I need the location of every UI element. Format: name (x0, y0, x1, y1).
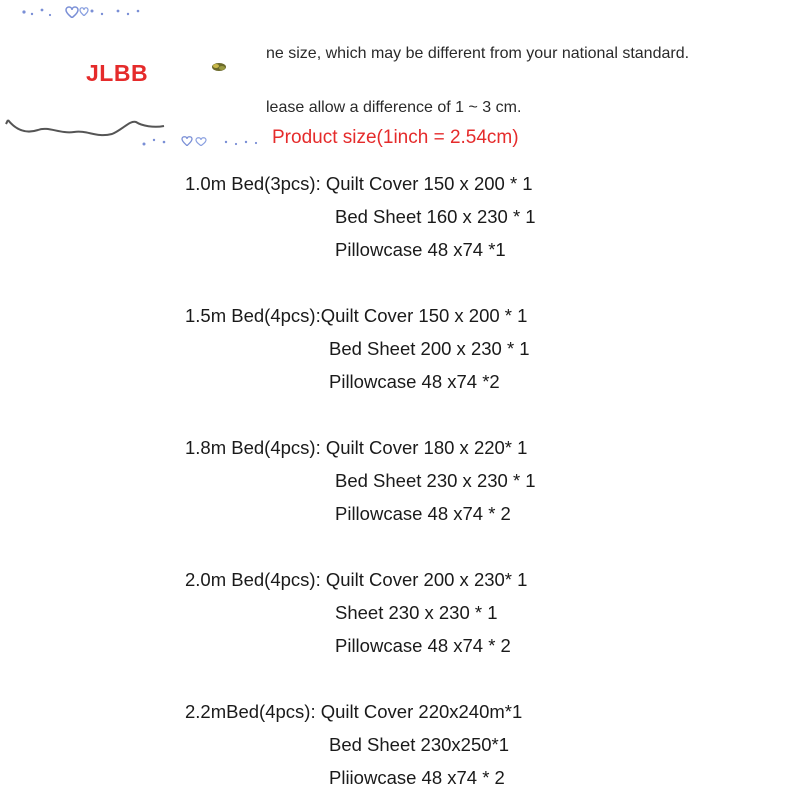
bed-label: 2.2mBed(4pcs): (185, 701, 321, 722)
bed-sheet-spec: Bed Sheet 230x250*1 (329, 734, 510, 755)
quilt-cover-spec: Quilt Cover 200 x 230* 1 (325, 569, 528, 590)
size-group-1-5m (185, 307, 527, 326)
quilt-cover-spec: Quilt Cover 150 x 200 * 1 (320, 305, 528, 326)
size-group-1-0m (185, 175, 533, 194)
bed-sheet-spec: Bed Sheet 230 x 230 * 1 (335, 470, 536, 491)
quilt-cover-spec: Quilt Cover 220x240m*1 (320, 701, 523, 722)
size-group-1-8m (185, 439, 527, 458)
pillowcase-spec: Pliiowcase 48 x74 * 2 (329, 767, 505, 788)
note-national-standard: ne size, which may be different from your national standard. (266, 45, 690, 62)
bug-icon (208, 60, 230, 74)
bed-label: 1.0m Bed(3pcs): (185, 173, 326, 194)
bed-label: 1.8m Bed(4pcs): (185, 437, 326, 458)
size-group-2-2m (185, 703, 522, 722)
cloud-outline (4, 112, 269, 152)
dotted-heart-pattern (20, 2, 150, 22)
sheet-spec: Sheet 230 x 230 * 1 (335, 602, 498, 623)
pillowcase-spec: Pillowcase 48 x74 *2 (329, 371, 500, 392)
bed-label: 1.5m Bed(4pcs): (185, 305, 321, 326)
bed-label: 2.0m Bed(4pcs): (185, 569, 326, 590)
note-size-difference: lease allow a difference of 1 ~ 3 cm. (266, 99, 522, 116)
pillowcase-spec: Pillowcase 48 x74 * 2 (335, 503, 511, 524)
quilt-cover-spec: Quilt Cover 150 x 200 * 1 (325, 173, 533, 194)
product-size-title: Product size(1inch = 2.54cm) (272, 127, 519, 148)
size-group-2-0m (185, 571, 527, 590)
brand-logo: JLBB (86, 60, 149, 86)
quilt-cover-spec: Quilt Cover 180 x 220* 1 (325, 437, 528, 458)
bed-sheet-spec: Bed Sheet 200 x 230 * 1 (329, 338, 530, 359)
pillowcase-spec: Pillowcase 48 x74 * 2 (335, 635, 511, 656)
pillowcase-spec: Pillowcase 48 x74 *1 (335, 239, 506, 260)
bed-sheet-spec: Bed Sheet 160 x 230 * 1 (335, 206, 536, 227)
